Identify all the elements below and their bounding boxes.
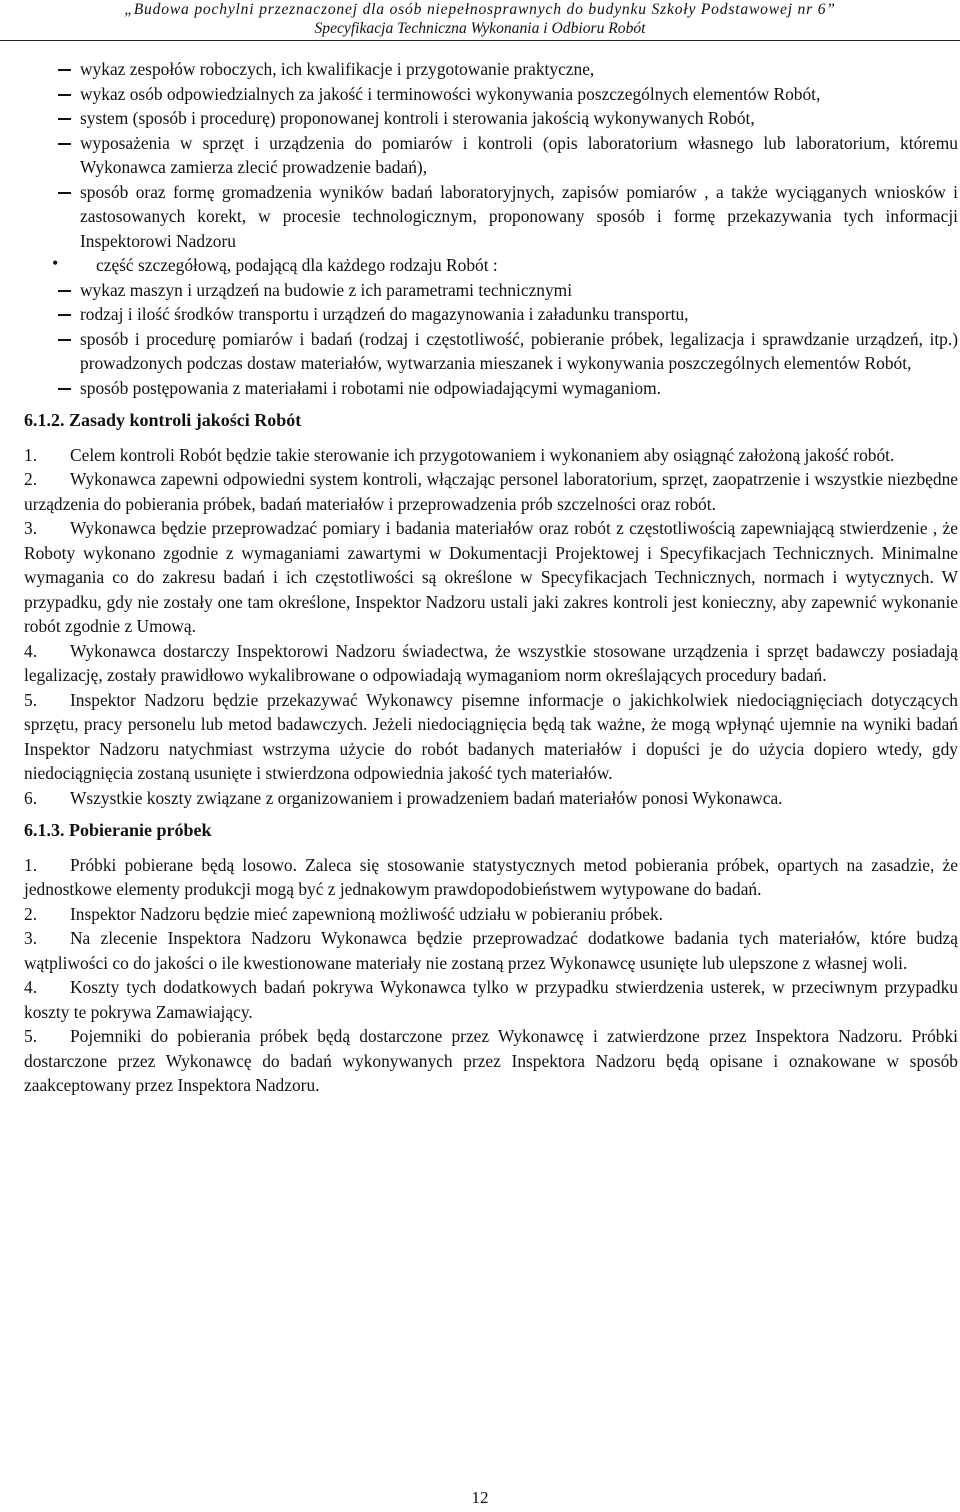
numbered-list-612 [24, 443, 958, 811]
item-number: 4. [24, 640, 38, 661]
dash-list-general [24, 57, 958, 253]
list-item [24, 1024, 958, 1098]
item-number: 1. [24, 854, 38, 875]
document-body [24, 57, 958, 1098]
list-item [24, 975, 958, 1024]
list-item [24, 516, 958, 639]
list-item: rodzaj i ilość środków transportu i urządzeń do magazynowania i załadunku transportu, [24, 302, 958, 327]
item-number: 2. [24, 903, 38, 924]
list-item [24, 467, 958, 516]
list-item: sposób postępowania z materiałami i robotami nie odpowiadającymi wymaganiom. [24, 376, 958, 401]
item-number: 6. [24, 787, 38, 808]
list-item: wyposażenia w sprzęt i urządzenia do pomiarów i kontroli (opis laboratorium własnego lub laboratorium, któremu Wykonawca zamierza zlecić prowadzenie badań), [24, 131, 958, 180]
item-text: Wszystkie koszty związane z organizowaniem i prowadzeniem badań materiałów ponosi Wykonawca. [70, 787, 783, 808]
item-text: Na zlecenie Inspektora Nadzoru Wykonawca będzie przeprowadzać dodatkowe badania tych materiałów, które budzą wątpliwości co do jakości o ile kwestionowane materiały nie zostaną przez Wykonawcę usunięte lub ulepszone z własnej woli. [24, 928, 958, 973]
item-text: Wykonawca będzie przeprowadzać pomiary i badania materiałów oraz robót z częstotliwością zapewniającą stwierdzenie , że Roboty wykonano zgodnie z wymaganiami zawartymi w Dokumentacji Projektowej i Specyfikacjach Technicznych. Minimalne wymagania co do zakresu badań i ich częstotliwości są określone w Specyfikacjach Technicznych, normach i wytycznych. W przypadku, gdy nie zostały one tam określone, Inspektor Nadzoru ustali jaki zakres kontroli jest konieczny, aby zapewnić wykonanie robót zgodnie z Umową. [24, 518, 958, 636]
item-number: 3. [24, 518, 38, 538]
item-text: Koszty tych dodatkowych badań pokrywa Wykonawca tylko w przypadku stwierdzenia usterek, w przeciwnym przypadku koszty te pokrywa Zamawiający. [24, 977, 958, 1022]
item-number: 5. [24, 1026, 38, 1046]
header-project-title: „Budowa pochylni przeznaczonej dla osób niepełnosprawnych do budynku Szkoły Podstawowej nr 6” [124, 1, 836, 18]
item-text: Celem kontroli Robót będzie takie sterowanie ich przygotowaniem i wykonaniem aby osiągnąć założoną jakość robót. [70, 444, 895, 465]
item-text: Inspektor Nadzoru będzie przekazywać Wykonawcy pisemne informacje o jakichkolwiek niedociągnięciach dotyczących sprzętu, pracy personelu lub metod badawczych. Jeżeli niedociągnięcia będą tak ważne, że mogą wpłynąć ujemnie na wyniki badań Inspektor Nadzoru natychmiast wstrzyma użycie do robót badanych materiałów i dopuści je do użycia dopiero wtedy, gdy niedociągnięcia zostaną usunięte i stwierdzona odpowiednia jakość tych materiałów. [24, 689, 958, 783]
section-heading-613: 6.1.3. Pobieranie próbek [24, 820, 212, 840]
list-item [24, 902, 958, 927]
item-number: 5. [24, 689, 38, 710]
item-number: 1. [24, 444, 38, 465]
list-item [24, 853, 958, 902]
item-text: Wykonawca zapewni odpowiedni system kontroli, włączając personel laboratorium, sprzęt, zaopatrzenie i wszystkie niezbędne urządzenia do pobierania próbek, badań materiałów i przeprowadzenia prób szczelności oraz robót. [24, 469, 958, 514]
header-spec-title: Specyfikacja Techniczna Wykonania i Odbioru Robót [314, 20, 646, 37]
list-item: sposób oraz formę gromadzenia wyników badań laboratoryjnych, zapisów pomiarów , a także wyciąganych wniosków i zastosowanych korekt, w procesie technologicznym, proponowany sposób i formę przekazywania tych informacji Inspektorowi Nadzoru [24, 180, 958, 254]
item-number: 4. [24, 977, 38, 997]
bullet-item-detail-part: • część szczegółową, podającą dla każdego rodzaju Robót : [24, 253, 958, 278]
list-item [24, 926, 958, 975]
list-item: sposób i procedurę pomiarów i badań (rodzaj i częstotliwość, pobieranie próbek, legalizacja i sprawdzanie urządzeń, itp.) prowadzonych podczas dostaw materiałów, wytwarzania mieszanek i wykonywania poszczególnych elementów Robót, [24, 327, 958, 376]
list-item: wykaz maszyn i urządzeń na budowie z ich parametrami technicznymi [24, 278, 958, 303]
numbered-list-613 [24, 853, 958, 1098]
list-item: wykaz osób odpowiedzialnych za jakość i terminowości wykonywania poszczególnych elementów Robót, [24, 82, 958, 107]
page-number: 12 [471, 1487, 489, 1507]
item-text: Próbki pobierane będą losowo. Zaleca się stosowanie statystycznych metod pobierania próbek, opartych na zasadzie, że jednostkowe elementy produkcji mogą być z jednakowym prawdopodobieństwem wytypowane do badań. [24, 854, 958, 899]
item-text: Wykonawca dostarczy Inspektorowi Nadzoru świadectwa, że wszystkie stosowane urządzenia i sprzęt badawczy posiadają legalizację, zostały prawidłowo wykalibrowane o odpowiadają wymaganiom norm określających procedury badań. [24, 640, 958, 685]
list-item [24, 443, 958, 468]
list-item [24, 639, 958, 688]
list-item: wykaz zespołów roboczych, ich kwalifikacje i przygotowanie praktyczne, [24, 57, 958, 82]
item-text: Inspektor Nadzoru będzie mieć zapewnioną możliwość udziału w pobieraniu próbek. [70, 903, 664, 924]
item-number: 3. [24, 928, 38, 948]
list-item: system (sposób i procedurę) proponowanej kontroli i sterowania jakością wykonywanych Robót, [24, 106, 958, 131]
item-number: 2. [24, 469, 38, 489]
list-item [24, 688, 958, 786]
section-heading-612: 6.1.2. Zasady kontroli jakości Robót [24, 410, 302, 430]
page-header [0, 0, 960, 41]
item-text: Pojemniki do pobierania próbek będą dostarczone przez Wykonawcę i zatwierdzone przez Inspektora Nadzoru. Próbki dostarczone przez Wykonawcę do badań wykonywanych przez Inspektora Nadzoru będą opisane i oznakowane w sposób zaakceptowany przez Inspektora Nadzoru. [24, 1026, 958, 1095]
dash-list-detail [24, 278, 958, 401]
list-item [24, 786, 958, 811]
